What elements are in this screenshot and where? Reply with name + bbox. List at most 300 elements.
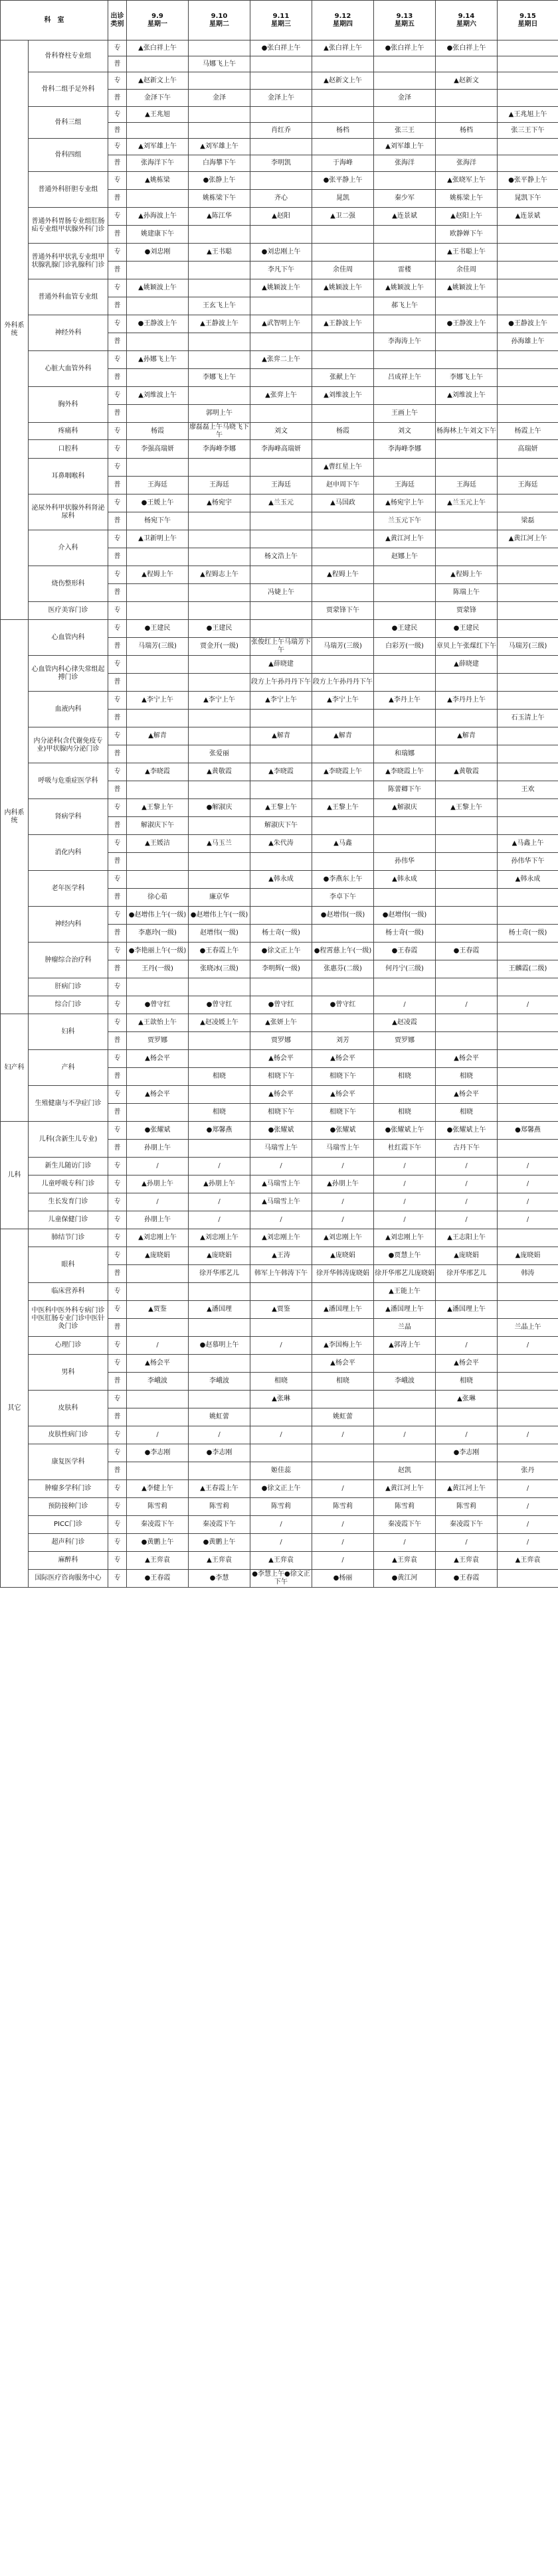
schedule-cell	[250, 602, 312, 620]
schedule-cell	[498, 1373, 558, 1391]
schedule-cell: 马瑞芳(三级)	[127, 638, 189, 656]
schedule-cell	[127, 1283, 189, 1301]
schedule-cell: ●王春霞	[374, 943, 436, 960]
schedule-row	[1, 907, 558, 925]
schedule-cell	[498, 1104, 558, 1122]
schedule-cell: ●张耀斌	[250, 1122, 312, 1140]
schedule-cell: ●王媛上午	[127, 494, 189, 512]
schedule-cell: 姚虹蕾	[189, 1408, 250, 1426]
schedule-cell: ●张白祥上午	[436, 40, 498, 56]
schedule-cell	[189, 387, 250, 405]
schedule-cell	[498, 1032, 558, 1050]
schedule-cell: 马瑞芳(三级)	[498, 638, 558, 656]
schedule-cell: ▲韩永成	[374, 871, 436, 889]
schedule-cell: ▲姚颖波上午	[374, 279, 436, 297]
visit-type: 普	[108, 1265, 127, 1283]
schedule-cell: ●张白祥上午	[250, 40, 312, 56]
schedule-cell: 相晓	[189, 1104, 250, 1122]
schedule-cell	[312, 107, 374, 123]
schedule-cell	[498, 72, 558, 90]
schedule-cell: ▲王弈袁	[498, 1552, 558, 1570]
schedule-cell	[250, 566, 312, 584]
schedule-row	[1, 1444, 558, 1462]
schedule-row	[1, 1570, 558, 1588]
schedule-row	[1, 566, 558, 584]
schedule-cell: ●曾守红	[312, 996, 374, 1014]
schedule-cell	[127, 674, 189, 692]
department-name: 老年医学科	[29, 871, 108, 907]
department-name: 肿瘤综合治疗科	[29, 943, 108, 978]
schedule-cell	[189, 1462, 250, 1480]
schedule-cell: 相晓下午	[250, 1104, 312, 1122]
schedule-cell: 杨士奇(一级)	[498, 925, 558, 943]
schedule-cell: ▲刘忠刚上午	[127, 1229, 189, 1247]
schedule-cell: 余佳周	[312, 262, 374, 279]
schedule-cell: 贾罗娜	[374, 1032, 436, 1050]
department-name: 普通外科甲状乳专业组甲状腺乳腺门诊乳腺科门诊	[29, 244, 108, 279]
schedule-cell	[250, 297, 312, 315]
schedule-cell	[374, 710, 436, 727]
schedule-cell: ▲王静波上午	[189, 315, 250, 333]
schedule-cell	[127, 1462, 189, 1480]
schedule-cell: 杨士奇(一级)	[374, 925, 436, 943]
schedule-cell	[127, 123, 189, 139]
schedule-cell: ▲杨会平	[436, 1050, 498, 1068]
schedule-cell: ▲庞晓娟	[498, 1247, 558, 1265]
schedule-cell: /	[374, 1158, 436, 1175]
visit-type: 普	[108, 226, 127, 244]
schedule-cell	[374, 978, 436, 996]
department-name: 泌尿外科甲状腺外科肾泌尿科	[29, 494, 108, 530]
schedule-cell: ▲姚颖波上午	[312, 279, 374, 297]
schedule-cell	[250, 1444, 312, 1462]
schedule-cell: ▲王歆怡上午	[127, 1014, 189, 1032]
schedule-cell: /	[498, 1534, 558, 1552]
schedule-cell	[498, 602, 558, 620]
schedule-cell: ▲孙海波上午	[127, 208, 189, 226]
schedule-cell	[436, 835, 498, 853]
schedule-cell	[250, 139, 312, 155]
schedule-cell	[189, 710, 250, 727]
schedule-row	[1, 172, 558, 190]
schedule-cell: ▲曹红星上午	[312, 459, 374, 477]
schedule-cell: ▲杨会平	[250, 1086, 312, 1104]
schedule-cell: 张晓冰(三级)	[189, 960, 250, 978]
schedule-cell: 王丹(一级)	[127, 960, 189, 978]
department-name: 神经外科	[29, 315, 108, 351]
schedule-cell: 赵增伟(一级)	[189, 925, 250, 943]
schedule-cell: 张三王	[374, 123, 436, 139]
schedule-cell: 李峨波	[189, 1373, 250, 1391]
schedule-cell: 解淑庆下午	[250, 817, 312, 835]
schedule-cell: /	[189, 1158, 250, 1175]
schedule-cell: /	[127, 1337, 189, 1355]
schedule-cell	[250, 853, 312, 871]
visit-type: 普	[108, 1408, 127, 1426]
schedule-row	[1, 1552, 558, 1570]
schedule-cell	[436, 710, 498, 727]
schedule-cell: ●李燕东上午	[312, 871, 374, 889]
schedule-cell	[498, 799, 558, 817]
schedule-cell	[312, 56, 374, 72]
visit-type: 专	[108, 943, 127, 960]
schedule-cell	[436, 139, 498, 155]
schedule-row	[1, 1426, 558, 1444]
schedule-row	[1, 1122, 558, 1140]
department-name: 临床营养科	[29, 1283, 108, 1301]
schedule-cell: 白海攀下午	[189, 155, 250, 172]
schedule-cell: ●曾守红	[127, 996, 189, 1014]
schedule-cell: ▲解淑庆	[374, 799, 436, 817]
schedule-cell	[250, 907, 312, 925]
schedule-cell: 冯婕上午	[250, 584, 312, 602]
schedule-cell: ▲赵阳	[250, 208, 312, 226]
schedule-cell: ●李慧上午●徐文正下午	[250, 1570, 312, 1588]
visit-type: 专	[108, 799, 127, 817]
schedule-row	[1, 139, 558, 155]
schedule-cell: 秦少军	[374, 190, 436, 208]
schedule-cell: /	[189, 1211, 250, 1229]
schedule-cell	[189, 279, 250, 297]
schedule-cell	[312, 226, 374, 244]
schedule-cell: 徐开华邢艺儿	[189, 1265, 250, 1283]
schedule-cell: 段方上午孙丹丹下午	[312, 674, 374, 692]
schedule-cell	[312, 584, 374, 602]
schedule-cell	[436, 960, 498, 978]
schedule-cell	[189, 781, 250, 799]
schedule-cell: /	[312, 1426, 374, 1444]
schedule-cell	[250, 369, 312, 387]
schedule-cell	[498, 279, 558, 297]
visit-type: 普	[108, 297, 127, 315]
schedule-cell	[436, 459, 498, 477]
schedule-cell: /	[312, 1158, 374, 1175]
schedule-cell	[498, 1086, 558, 1104]
schedule-cell: 贾金开(一级)	[189, 638, 250, 656]
schedule-cell	[127, 548, 189, 566]
schedule-cell: ●张静上午	[189, 172, 250, 190]
schedule-cell	[127, 56, 189, 72]
schedule-cell: ▲刘军雄上午	[189, 139, 250, 155]
schedule-cell	[250, 172, 312, 190]
visit-type: 专	[108, 1283, 127, 1301]
visit-type: 专	[108, 620, 127, 638]
schedule-cell: 王海廷	[498, 477, 558, 494]
schedule-cell	[498, 674, 558, 692]
department-name: 儿童呼吸专科门诊	[29, 1175, 108, 1193]
schedule-cell: ▲马国政	[312, 494, 374, 512]
schedule-cell: 相晓	[250, 1373, 312, 1391]
schedule-cell	[312, 817, 374, 835]
schedule-cell	[189, 727, 250, 745]
schedule-row	[1, 244, 558, 262]
department-name: 皮肤性病门诊	[29, 1426, 108, 1444]
schedule-cell: 相晓	[436, 1373, 498, 1391]
visit-type: 专	[108, 978, 127, 996]
schedule-cell: ●赵增伟上午(一级)	[127, 907, 189, 925]
schedule-cell: 张俊红上午马瑞芳下午	[250, 638, 312, 656]
schedule-cell: 杜红霞下午	[374, 1140, 436, 1158]
schedule-cell: ▲杨会平	[127, 1355, 189, 1373]
schedule-cell: /	[250, 1516, 312, 1534]
day-header: 9.10 星期二	[189, 1, 250, 40]
schedule-row	[1, 1355, 558, 1373]
schedule-cell	[189, 40, 250, 56]
schedule-cell	[374, 584, 436, 602]
schedule-cell	[498, 1014, 558, 1032]
schedule-cell: ●张耀斌	[127, 1122, 189, 1140]
visit-type: 专	[108, 244, 127, 262]
schedule-row	[1, 1175, 558, 1193]
schedule-cell	[312, 1283, 374, 1301]
schedule-cell	[374, 817, 436, 835]
schedule-cell: ▲王涛	[250, 1247, 312, 1265]
schedule-cell: ▲孙朋上午	[189, 1175, 250, 1193]
schedule-cell	[374, 107, 436, 123]
schedule-cell	[189, 656, 250, 674]
schedule-cell: 张丹	[498, 1462, 558, 1480]
schedule-cell	[189, 262, 250, 279]
visit-type: 普	[108, 1032, 127, 1050]
schedule-cell	[498, 1391, 558, 1408]
schedule-cell: ●李慧	[189, 1570, 250, 1588]
schedule-cell: 解淑庆下午	[127, 817, 189, 835]
schedule-row	[1, 107, 558, 123]
schedule-cell: ●贾慧上午	[374, 1247, 436, 1265]
schedule-cell: ▲杨会平	[436, 1355, 498, 1373]
schedule-cell	[127, 710, 189, 727]
schedule-row	[1, 72, 558, 90]
schedule-cell: 金泽上午	[250, 90, 312, 107]
schedule-row	[1, 459, 558, 477]
schedule-cell: /	[374, 1175, 436, 1193]
department-name: 神经内科	[29, 907, 108, 943]
schedule-cell	[498, 817, 558, 835]
schedule-cell: 李惠玲(一级)	[127, 925, 189, 943]
visit-type: 专	[108, 279, 127, 297]
schedule-cell: 相晓	[312, 1373, 374, 1391]
schedule-cell	[436, 674, 498, 692]
schedule-cell: /	[312, 1534, 374, 1552]
schedule-row	[1, 620, 558, 638]
visit-type: 普	[108, 1068, 127, 1086]
schedule-cell: ▲姚栋梁	[127, 172, 189, 190]
schedule-cell: /	[498, 1498, 558, 1516]
schedule-cell: 高瑞妍	[498, 440, 558, 459]
schedule-cell	[498, 620, 558, 638]
visit-type: 普	[108, 638, 127, 656]
schedule-row	[1, 1193, 558, 1211]
schedule-cell: 姚建康下午	[127, 226, 189, 244]
schedule-cell	[498, 745, 558, 763]
department-name: 介入科	[29, 530, 108, 566]
schedule-cell: ▲马鑫上午	[498, 835, 558, 853]
schedule-cell: 兰晶	[374, 1319, 436, 1337]
schedule-cell	[250, 889, 312, 907]
schedule-cell: 李强高瑞妍	[127, 440, 189, 459]
visit-type: 专	[108, 1355, 127, 1373]
schedule-cell	[374, 459, 436, 477]
department-name: 血液内科	[29, 692, 108, 727]
visit-type: 普	[108, 262, 127, 279]
schedule-cell: 晁凯下午	[498, 190, 558, 208]
schedule-cell: 金泽	[189, 90, 250, 107]
schedule-cell: 姚栋梁上午	[436, 190, 498, 208]
schedule-cell	[374, 172, 436, 190]
schedule-cell: ▲赵阳上午	[436, 208, 498, 226]
schedule-cell: ▲李宁上午	[189, 692, 250, 710]
visit-type: 普	[108, 745, 127, 763]
schedule-row	[1, 799, 558, 817]
schedule-cell: 贾罗娜	[127, 1032, 189, 1050]
schedule-cell: ▲李晓霞上午	[312, 763, 374, 781]
schedule-cell: 李卓下午	[312, 889, 374, 907]
schedule-row	[1, 1534, 558, 1552]
department-name: 超声科门诊	[29, 1534, 108, 1552]
header-row	[1, 1, 558, 40]
schedule-cell	[436, 56, 498, 72]
schedule-cell	[436, 107, 498, 123]
category-label: 内科系统	[1, 620, 29, 1014]
visit-type: 普	[108, 512, 127, 530]
schedule-cell: ●徐文正上午	[250, 943, 312, 960]
schedule-cell: ▲赵新文	[436, 72, 498, 90]
schedule-cell: /	[498, 1175, 558, 1193]
schedule-cell: ●张平静上午	[498, 172, 558, 190]
schedule-cell: ▲朱代涛	[250, 835, 312, 853]
schedule-row	[1, 602, 558, 620]
visit-type: 专	[108, 351, 127, 369]
schedule-cell: 李峨波	[127, 1373, 189, 1391]
schedule-row	[1, 315, 558, 333]
schedule-cell	[436, 333, 498, 351]
schedule-cell	[374, 1050, 436, 1068]
schedule-cell	[189, 1140, 250, 1158]
schedule-cell: ▲贾鉴	[127, 1301, 189, 1319]
schedule-cell	[498, 1068, 558, 1086]
schedule-cell: 张献上午	[312, 369, 374, 387]
schedule-cell: ▲兰玉元上午	[436, 494, 498, 512]
schedule-cell	[127, 333, 189, 351]
schedule-cell: 李娜飞上午	[436, 369, 498, 387]
schedule-cell	[312, 244, 374, 262]
department-name: 生殖健康与不孕症门诊	[29, 1086, 108, 1122]
schedule-cell	[498, 1050, 558, 1068]
visit-type: 专	[108, 835, 127, 853]
schedule-cell: ●刘忠刚上午	[250, 244, 312, 262]
visit-type: 普	[108, 190, 127, 208]
schedule-cell: ▲张晓军上午	[436, 172, 498, 190]
schedule-cell: 马瑞芳(三级)	[312, 638, 374, 656]
schedule-cell: 余佳周	[436, 262, 498, 279]
schedule-cell: ▲潘国理	[189, 1301, 250, 1319]
schedule-cell	[498, 1229, 558, 1247]
schedule-cell: 马瑞雪上午	[250, 1140, 312, 1158]
schedule-cell: 欧静婵下午	[436, 226, 498, 244]
schedule-cell: 段方上午孙丹丹下午	[250, 674, 312, 692]
schedule-cell: ●郑馨燕	[189, 1122, 250, 1140]
schedule-cell	[189, 1391, 250, 1408]
schedule-cell: 金泽	[374, 90, 436, 107]
visit-type: 专	[108, 1391, 127, 1408]
schedule-cell: 李海峰高瑞妍	[250, 440, 312, 459]
schedule-cell: ▲孙朋上午	[127, 1175, 189, 1193]
schedule-cell: 赵申周下午	[312, 477, 374, 494]
schedule-cell: 李峨波	[374, 1373, 436, 1391]
department-name: 心血管内科	[29, 620, 108, 656]
schedule-cell: 陈雪莉	[250, 1498, 312, 1516]
schedule-cell: ▲庞晓娟	[127, 1247, 189, 1265]
schedule-cell: ▲王兆旭上午	[498, 107, 558, 123]
department-name: 口腔科	[29, 440, 108, 459]
schedule-row	[1, 871, 558, 889]
schedule-cell	[189, 584, 250, 602]
visit-type: 专	[108, 1498, 127, 1516]
schedule-cell	[250, 1408, 312, 1426]
schedule-cell: 相晓	[436, 1068, 498, 1086]
schedule-row	[1, 1158, 558, 1175]
schedule-cell: ●王建民	[436, 620, 498, 638]
schedule-cell: 贾蒙锋	[436, 602, 498, 620]
schedule-cell: ▲刘军雄上午	[374, 139, 436, 155]
schedule-cell: ▲卫二强	[312, 208, 374, 226]
schedule-cell: ▲刘忠刚上午	[250, 1229, 312, 1247]
schedule-cell: 相晓下午	[312, 1068, 374, 1086]
visit-type: 专	[108, 107, 127, 123]
department-name: 肺结节门诊	[29, 1229, 108, 1247]
schedule-cell: ▲潘国理上午	[374, 1301, 436, 1319]
visit-type: 专	[108, 1480, 127, 1498]
schedule-cell	[189, 512, 250, 530]
schedule-cell: ●解淑庆	[189, 799, 250, 817]
schedule-cell: ▲黄江河上午	[498, 530, 558, 548]
schedule-row	[1, 835, 558, 853]
schedule-cell: 王麟霞(二级)	[498, 960, 558, 978]
visit-type: 普	[108, 155, 127, 172]
schedule-cell: ▲潘国理上午	[312, 1301, 374, 1319]
schedule-cell: 贾罗娜	[250, 1032, 312, 1050]
schedule-cell: ▲杨会平	[127, 1086, 189, 1104]
schedule-cell	[498, 1570, 558, 1588]
schedule-cell: 王海廷	[250, 477, 312, 494]
category-label: 其它	[1, 1229, 29, 1588]
schedule-row	[1, 996, 558, 1014]
department-name: 普通外科肝胆专业组	[29, 172, 108, 208]
schedule-cell: 相晓下午	[312, 1104, 374, 1122]
schedule-cell: ▲王弈袁	[374, 1552, 436, 1570]
schedule-cell: /	[127, 1158, 189, 1175]
schedule-cell	[374, 1408, 436, 1426]
schedule-cell: ▲杨宛宇	[189, 494, 250, 512]
schedule-cell	[189, 978, 250, 996]
schedule-cell: 王玄飞上午	[189, 297, 250, 315]
schedule-cell	[498, 1140, 558, 1158]
schedule-cell: 韩军上午韩涛下午	[250, 1265, 312, 1283]
schedule-row	[1, 1229, 558, 1247]
schedule-cell: ▲李晓霞上午	[374, 763, 436, 781]
schedule-cell: ▲王能上午	[374, 1283, 436, 1301]
schedule-cell	[250, 781, 312, 799]
visit-type: 专	[108, 763, 127, 781]
schedule-cell	[250, 226, 312, 244]
visit-type: 专	[108, 1552, 127, 1570]
schedule-cell	[127, 297, 189, 315]
schedule-cell	[436, 530, 498, 548]
visit-type: 专	[108, 72, 127, 90]
schedule-cell: 相晓下午	[250, 1068, 312, 1086]
schedule-cell: ●王建民	[189, 620, 250, 638]
schedule-row	[1, 763, 558, 781]
